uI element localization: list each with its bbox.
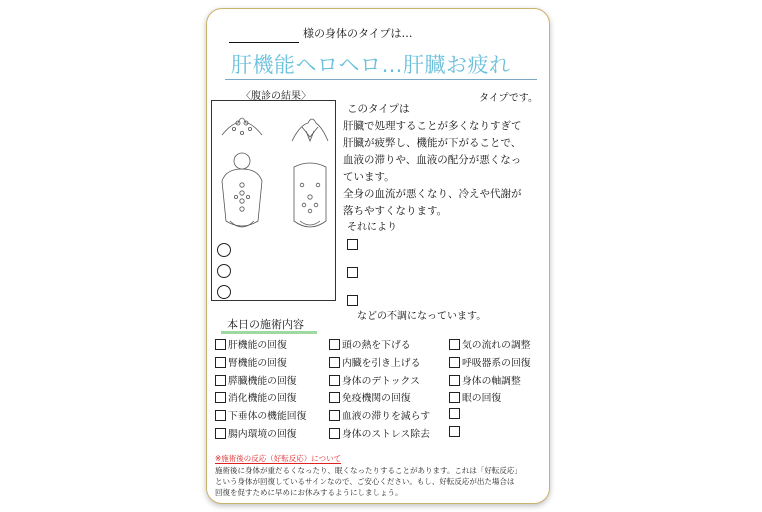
diagnosis-card — [206, 8, 550, 504]
treatment-item[interactable] — [329, 408, 430, 422]
description-line-3: 血液の滞りや、血液の配分が悪くなっ — [343, 154, 522, 166]
treatment-item[interactable] — [449, 390, 501, 404]
note-title-text: ※施術後の反応（好転反応）について — [215, 454, 342, 463]
note-line: という身体が回復しているサインなので、ご安心ください。もし、好転反応が出た場合は — [215, 477, 515, 486]
checkbox[interactable] — [215, 375, 226, 386]
treatment-label: 下垂体の機能回復 — [228, 411, 307, 422]
treatment-item[interactable] — [215, 426, 297, 440]
checkbox[interactable] — [329, 410, 340, 421]
checkbox[interactable] — [449, 357, 460, 368]
type-title: 肝機能ヘロヘロ…肝臓お疲れ — [231, 53, 511, 77]
note-title — [215, 453, 341, 464]
checkbox[interactable] — [329, 375, 340, 386]
checkbox[interactable] — [215, 410, 226, 421]
note-body — [215, 465, 522, 498]
treatment-item[interactable] — [329, 373, 420, 387]
treatment-item-blank[interactable] — [449, 408, 460, 419]
client-name-blank — [229, 33, 299, 43]
treatment-label: 身体の軸調整 — [462, 376, 521, 387]
description-lead: このタイプは — [347, 103, 410, 115]
name-suffix-text: 様の身体のタイプは… — [303, 27, 413, 40]
treatment-label: 免疫機関の回復 — [342, 393, 411, 404]
result-circle-2[interactable] — [217, 264, 231, 278]
checkbox[interactable] — [329, 428, 340, 439]
therefore-text: それにより — [347, 222, 397, 233]
treatment-label: 腎機能の回復 — [228, 358, 287, 369]
symptom-checkbox-3[interactable] — [347, 295, 358, 306]
checkbox[interactable] — [215, 428, 226, 439]
treatment-item[interactable] — [215, 355, 287, 369]
description-line-2: 肝臓が疲弊し、機能が下がることで、 — [343, 137, 522, 149]
checkbox[interactable] — [449, 339, 460, 350]
treatment-label: 身体のストレス除去 — [342, 429, 430, 440]
description-line-6: 落ちやすくなります。 — [343, 205, 448, 217]
treatment-label: 気の流れの調整 — [462, 340, 531, 351]
note-line: 施術後に身体が重だるくなったり、眠くなったりすることがあります。これは「好転反応」 — [215, 466, 522, 475]
treatment-item[interactable] — [449, 337, 531, 351]
treatment-label: 膵臓機能の回復 — [228, 376, 297, 387]
treatment-item-blank[interactable] — [449, 426, 460, 437]
checkbox[interactable] — [449, 426, 460, 437]
treatment-item[interactable] — [449, 355, 531, 369]
type-suffix-text: タイプです。 — [479, 93, 538, 104]
treatment-label: 眼の回復 — [462, 393, 502, 404]
treatment-item[interactable] — [329, 426, 430, 440]
treatment-label: 頭の熱を下げる — [342, 340, 411, 351]
symptom-checkbox-1[interactable] — [347, 239, 358, 250]
description-line-1: 肝臓で処理することが多くなりすぎて — [343, 120, 522, 132]
treatment-item[interactable] — [329, 390, 411, 404]
checkbox[interactable] — [329, 357, 340, 368]
result-circle-3[interactable] — [217, 285, 231, 299]
ending-text: などの不調になっています。 — [357, 311, 487, 322]
treatment-item[interactable] — [215, 373, 297, 387]
treatment-item[interactable] — [215, 390, 297, 404]
checkbox[interactable] — [329, 392, 340, 403]
treatment-label: 呼吸器系の回復 — [462, 358, 531, 369]
description-line-5: 全身の血流が悪くなり、冷えや代謝が — [343, 188, 522, 200]
treatment-item[interactable] — [449, 373, 521, 387]
checkbox[interactable] — [329, 339, 340, 350]
treatment-label: 腸内環境の回復 — [228, 429, 297, 440]
treatment-label: 内臓を引き上げる — [342, 358, 421, 369]
treatment-label: 血液の滞りを減らす — [342, 411, 431, 422]
result-circle-1[interactable] — [217, 243, 231, 257]
title-underline — [225, 79, 537, 80]
treatment-item[interactable] — [329, 337, 411, 351]
checkbox[interactable] — [449, 392, 460, 403]
treatment-label: 身体のデトックス — [342, 376, 420, 387]
treatment-title: 本日の施術内容 — [227, 318, 304, 331]
treatment-item[interactable] — [329, 355, 420, 369]
checkbox[interactable] — [215, 392, 226, 403]
treatment-label: 消化機能の回復 — [228, 393, 297, 404]
checkbox[interactable] — [215, 357, 226, 368]
diagnosis-label: 〈腹診の結果〉 — [241, 91, 311, 102]
checkbox[interactable] — [449, 408, 460, 419]
treatment-item[interactable] — [215, 408, 306, 422]
treatment-item[interactable] — [215, 337, 287, 351]
note-line: 回復を促すために早めにお休みするようにしましょう。 — [215, 488, 403, 497]
treatment-title-underline — [221, 331, 317, 334]
diagnosis-diagram-box — [211, 100, 336, 301]
checkbox[interactable] — [215, 339, 226, 350]
checkbox[interactable] — [449, 375, 460, 386]
treatment-label: 肝機能の回復 — [228, 340, 287, 351]
symptom-checkbox-2[interactable] — [347, 267, 358, 278]
description-line-4: ています。 — [343, 171, 395, 183]
